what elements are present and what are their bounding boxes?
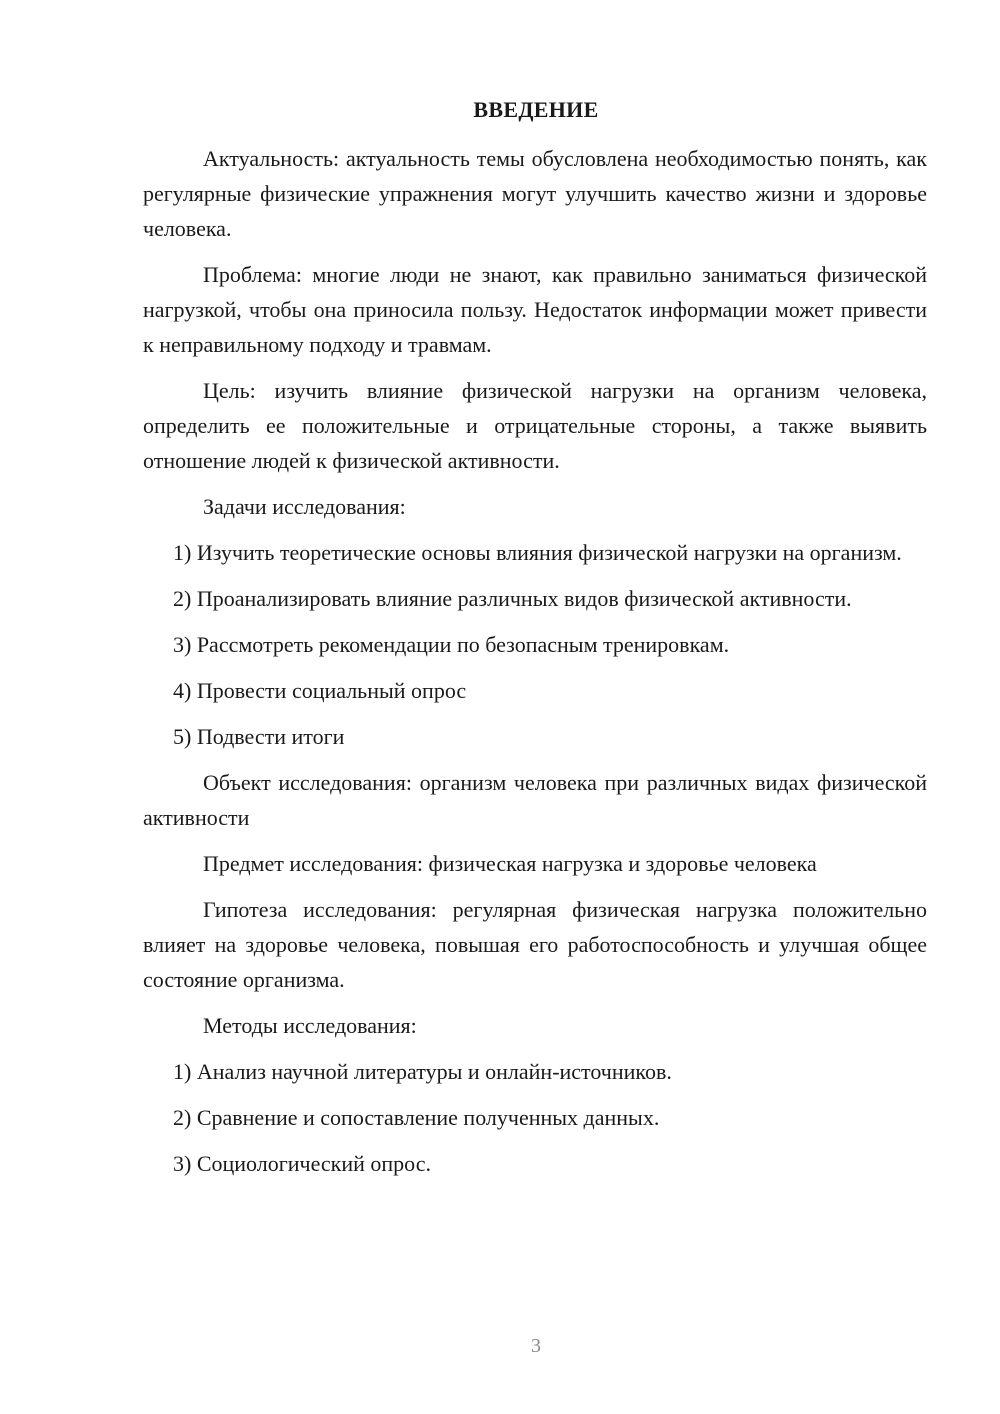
task-item-2: 2) Проанализировать влияние различных видов физической активности. xyxy=(173,586,852,611)
paragraph-goal: Цель: изучить влияние физической нагрузки на организм человека, определить ее положительные и отрицательные стороны, а также выявить отношение людей к физической активности. xyxy=(143,378,927,473)
paragraph-hypothesis: Гипотеза исследования: регулярная физическая нагрузка положительно влияет на здоровье человека, повышая его работоспособность и улучшая общее состояние организма. xyxy=(143,897,927,992)
paragraph-problem: Проблема: многие люди не знают, как правильно заниматься физической нагрузкой, чтобы она приносила пользу. Недостаток информации может привести к неправильному подходу и травмам. xyxy=(143,262,927,357)
paragraph-subject: Предмет исследования: физическая нагрузка и здоровье человека xyxy=(203,851,817,876)
task-item-4: 4) Провести социальный опрос xyxy=(173,678,467,703)
method-item-2: 2) Сравнение и сопоставление полученных данных. xyxy=(173,1105,660,1130)
paragraph-object: Объект исследования: организм человека при различных видах физической активности xyxy=(143,770,927,830)
document-body xyxy=(143,141,927,1192)
task-item-3: 3) Рассмотреть рекомендации по безопасным тренировкам. xyxy=(173,632,730,657)
page-number: 3 xyxy=(531,1335,541,1357)
task-item-1: 1) Изучить теоретические основы влияния физической нагрузки на организм. xyxy=(173,540,902,565)
task-item-5: 5) Подвести итоги xyxy=(173,724,345,749)
paragraph-relevance: Актуальность: актуальность темы обусловлена необходимостью понять, как регулярные физические упражнения могут улучшить качество жизни и здоровье человека. xyxy=(143,146,927,241)
method-item-1: 1) Анализ научной литературы и онлайн-источников. xyxy=(173,1059,672,1084)
paragraph-methods-heading: Методы исследования: xyxy=(203,1013,417,1038)
paragraph-tasks-heading: Задачи исследования: xyxy=(203,494,406,519)
page-title: ВВЕДЕНИЕ xyxy=(473,97,599,122)
method-item-3: 3) Социологический опрос. xyxy=(173,1151,431,1176)
